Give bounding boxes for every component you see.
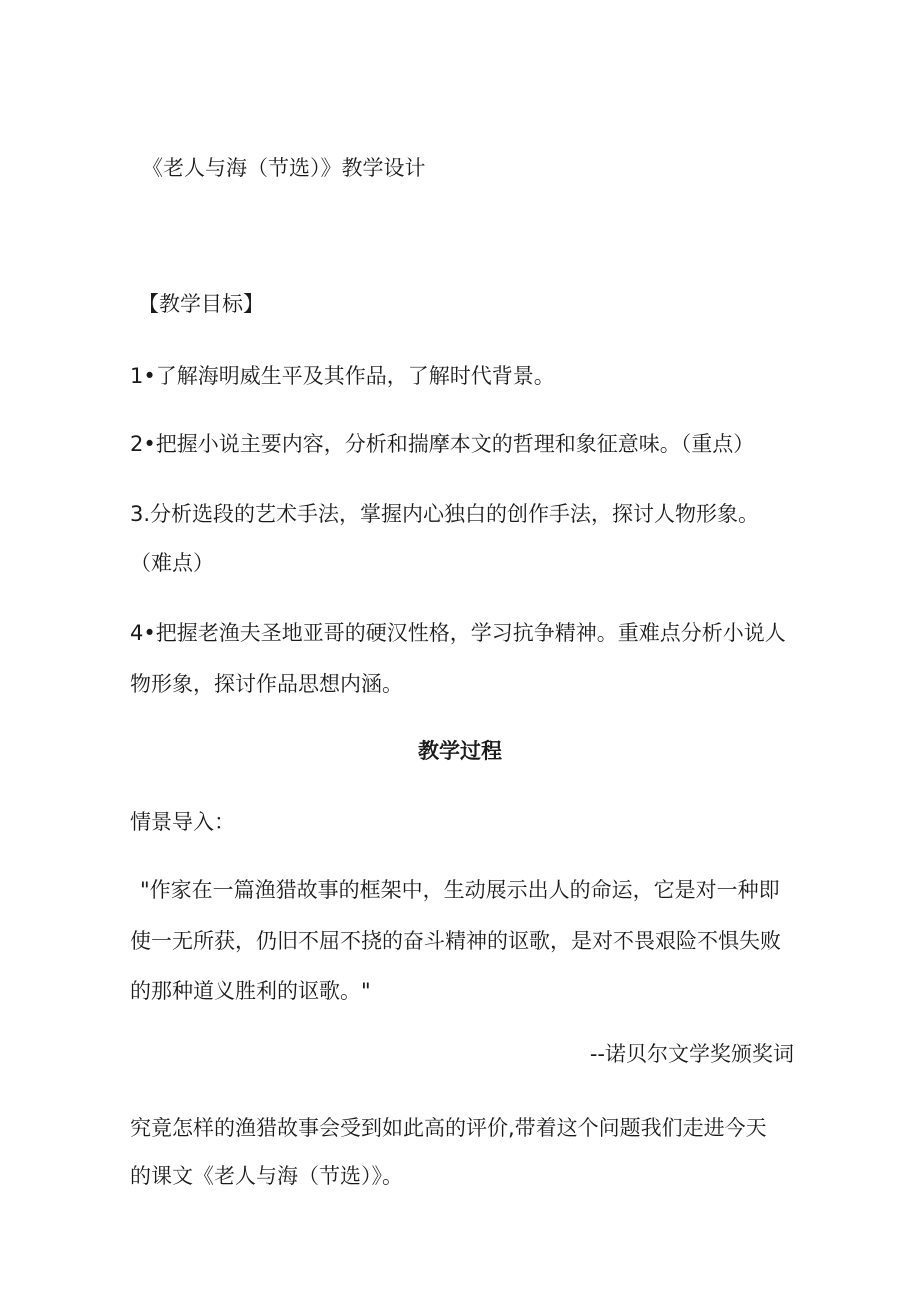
- closing-line-1: 究竟怎样的渔猎故事会受到如此高的评价,带着这个问题我们走进今天: [130, 1116, 767, 1140]
- quote-attribution: --诺贝尔文学奖颁奖词: [589, 1042, 794, 1066]
- objective-item-4: 4•把握老渔夫圣地亚哥的硬汉性格，学习抗争精神。重难点分析小说人: [130, 621, 786, 645]
- document-title: 《老人与海（节选）》教学设计: [142, 156, 426, 180]
- objective-item-2: 2•把握小说主要内容，分析和揣摩本文的哲理和象征意味。（重点）: [130, 432, 755, 456]
- intro-label: 情景导入：: [130, 810, 235, 834]
- process-heading: 教学过程: [418, 739, 502, 763]
- quote-line-2: 使一无所获，仍旧不屈不挠的奋斗精神的讴歌，是对不畏艰险不惧失败: [130, 929, 781, 953]
- objectives-heading: 【教学目标】: [138, 292, 264, 316]
- closing-line-2: 的课文《老人与海（节选）》。: [130, 1164, 403, 1188]
- objective-item-3-cont: （难点）: [130, 551, 214, 575]
- objective-item-4-cont: 物形象，探讨作品思想内涵。: [130, 672, 403, 696]
- objective-item-3: 3.分析选段的艺术手法，掌握内心独白的创作手法，探讨人物形象。: [130, 502, 760, 526]
- quote-line-3: 的那种道义胜利的讴歌。": [130, 979, 371, 1003]
- objective-item-1: 1•了解海明威生平及其作品，了解时代背景。: [130, 364, 555, 388]
- quote-line-1: "作家在一篇渔猎故事的框架中，生动展示出人的命运，它是对一种即: [140, 878, 780, 902]
